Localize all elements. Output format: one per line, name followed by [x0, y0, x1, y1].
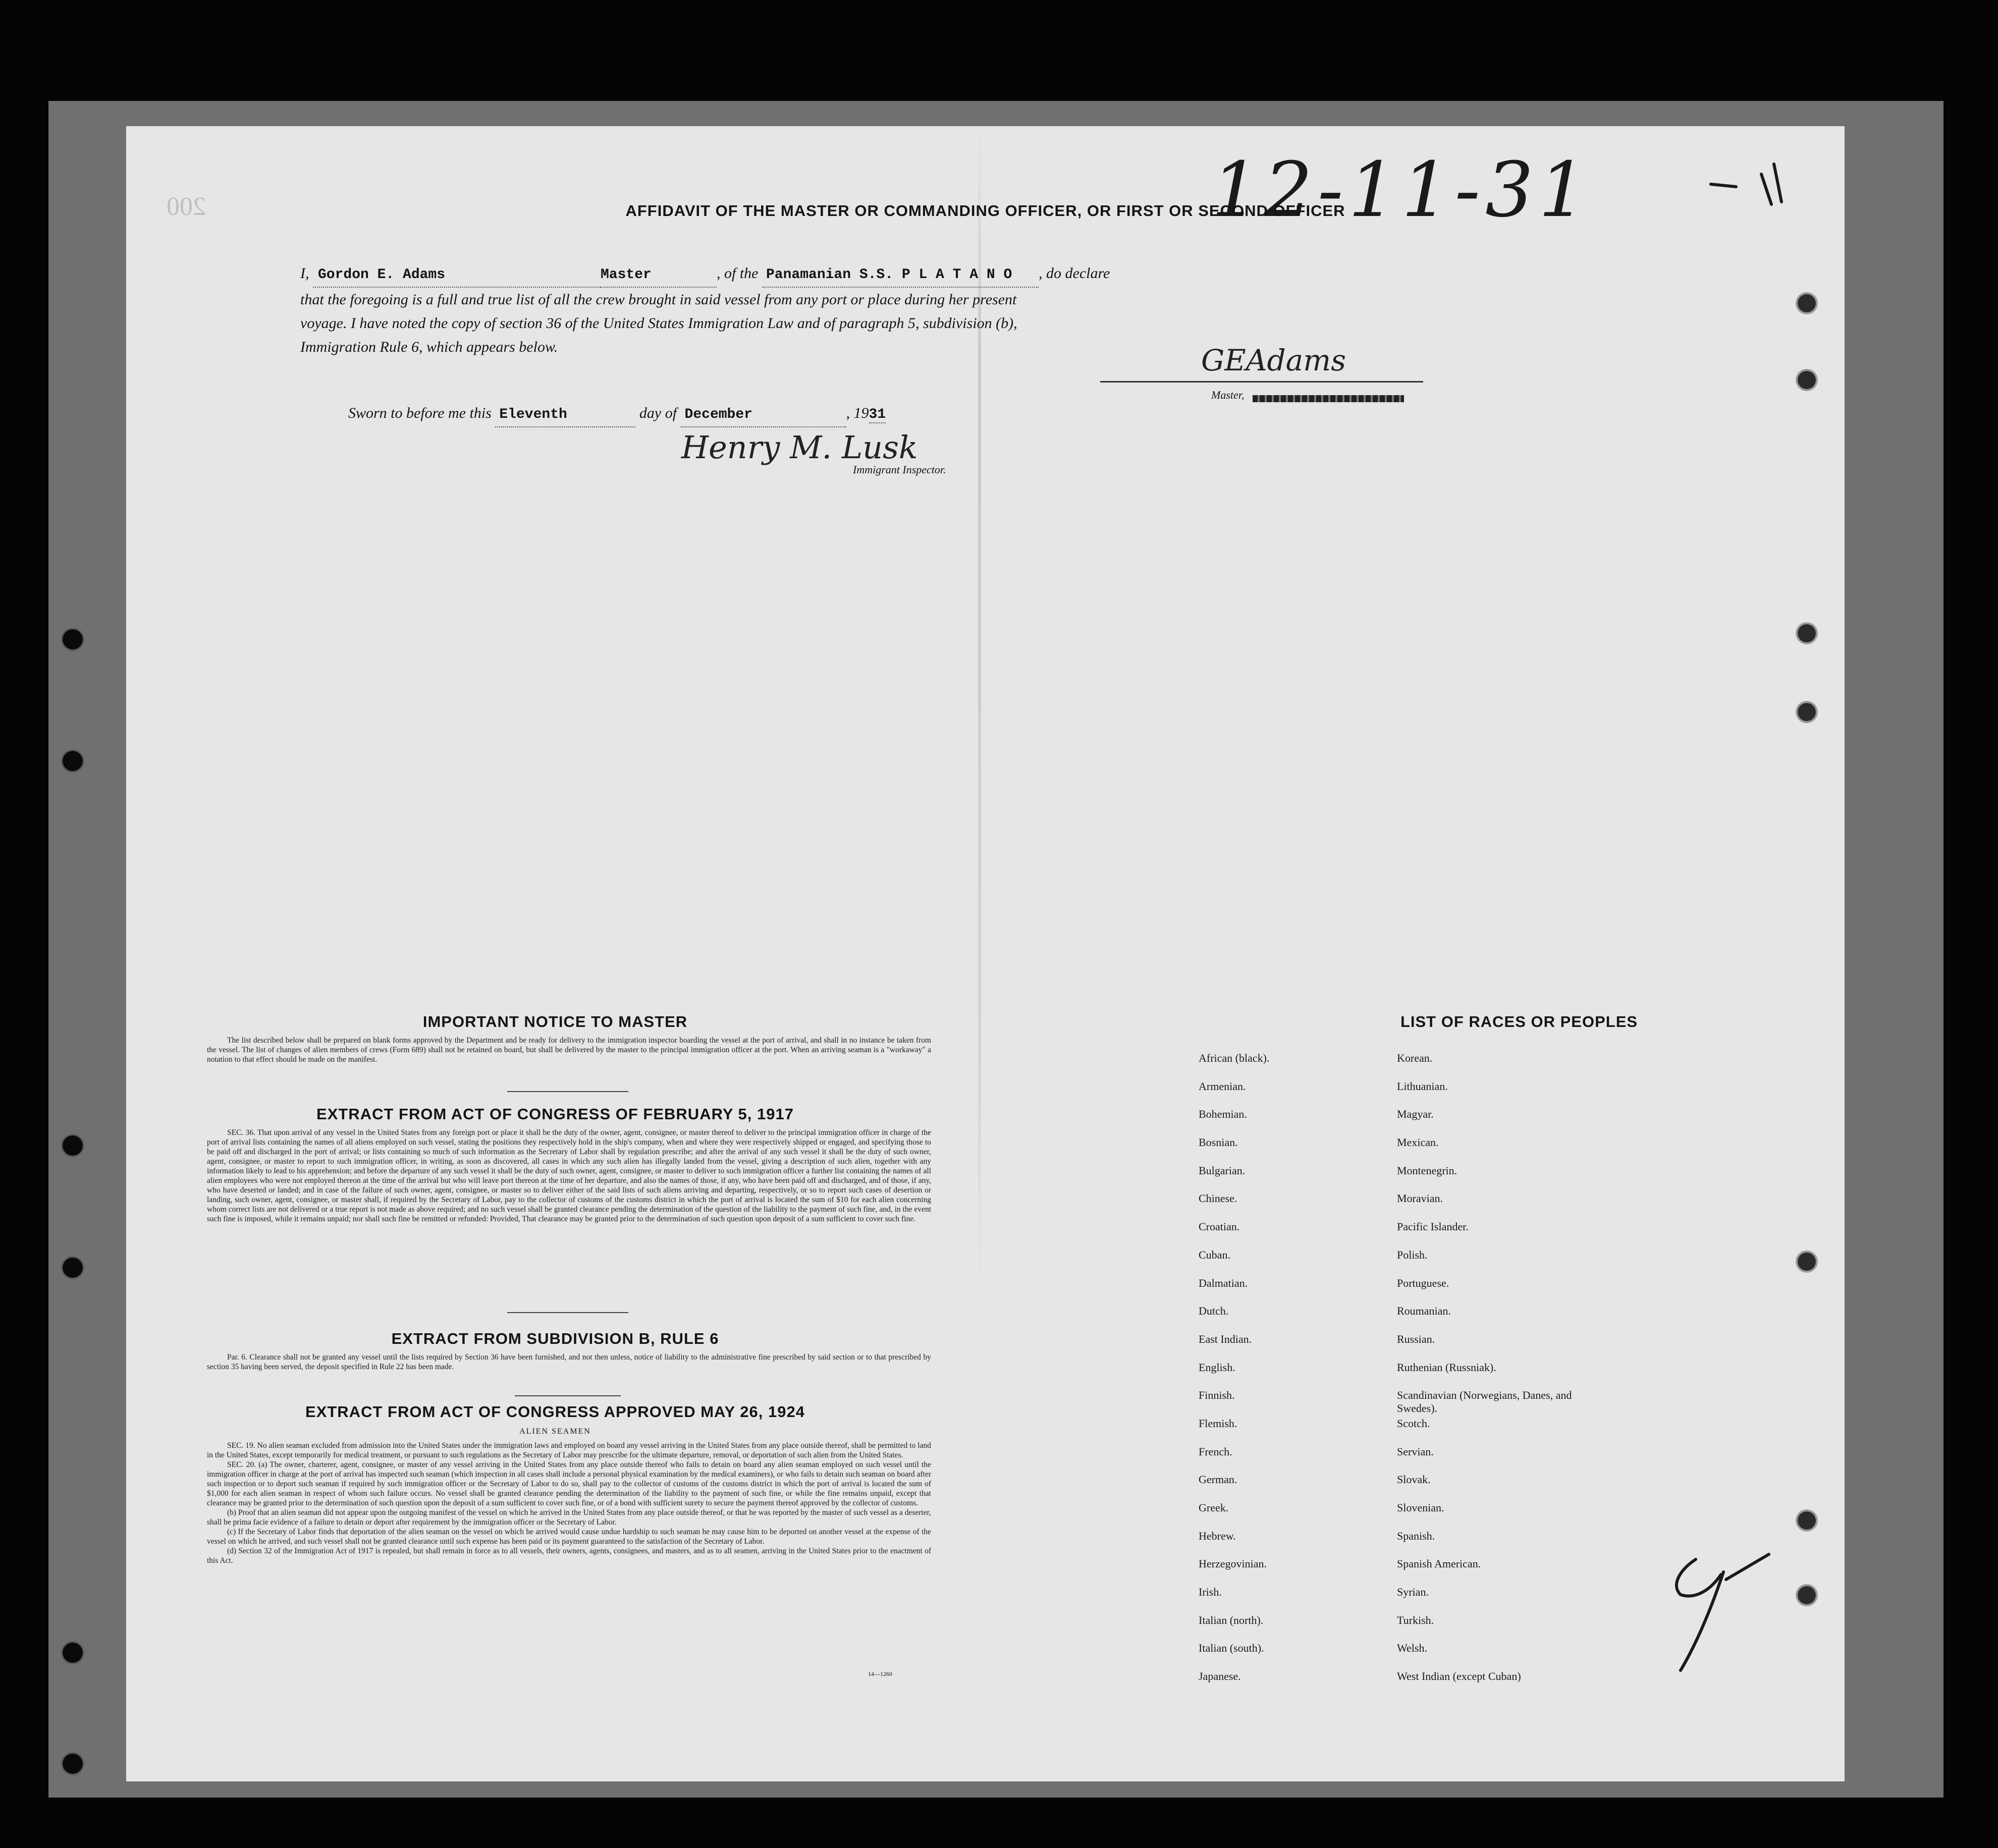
inspector-signature: Henry M. Lusk: [681, 429, 918, 466]
race-item: Servian.: [1397, 1445, 1434, 1458]
notice-text: The list described below shall be prepared on blank forms approved by the Department and be ready for delivery to the immigration inspector boarding the vessel at the port of arrival, and shall in no instance be taken from the vessel. The list of changes of alien members of crews (Form 689) shall not be retained on board, but shall be delivered by the master to the principal immigration officer at the port. When an arriving seaman is a "workaway" a notation to that effect should be made on the manifest.: [207, 1036, 931, 1064]
sec20c-text: (c) If the Secretary of Labor finds that deportation of the alien seaman on the vessel on which he arrived would cause undue hardship to such seaman he may cause him to be deported on another vessel at the expense of the vessel on which he arrived, and such vessel shall not be granted clearance until such expense has been paid or its payment guaranteed to the satisfaction of the Secretary of Labor.: [207, 1528, 931, 1546]
race-item: Slovak.: [1397, 1473, 1431, 1486]
sworn-day: Eleventh: [495, 403, 635, 427]
declaration-do-declare: , do declare: [1039, 265, 1110, 282]
struck-out-text: [1253, 395, 1404, 402]
race-item: Syrian.: [1397, 1586, 1429, 1599]
race-item: Herzegovinian.: [1199, 1557, 1267, 1570]
race-item: Cuban.: [1199, 1248, 1230, 1261]
sec20d-text: (d) Section 32 of the Immigration Act of 1917 is repealed, but shall remain in force as to all vessels, their owners, agents, consignees, and masters, and as to all seamen, arriving in the United States prior to the enactment of this Act.: [207, 1547, 931, 1565]
race-item: Welsh.: [1397, 1642, 1427, 1655]
act-1924-title: EXTRACT FROM ACT OF CONGRESS APPROVED MAY 26, 1924: [305, 1403, 805, 1421]
sworn-year: 31: [869, 407, 886, 422]
punch-hole: [1798, 624, 1816, 642]
rule6-title: EXTRACT FROM SUBDIVISION B, RULE 6: [391, 1330, 719, 1347]
race-item: Scotch.: [1397, 1417, 1430, 1430]
notice-title: IMPORTANT NOTICE TO MASTER: [422, 1013, 688, 1030]
master-signature: GEAdams: [1201, 343, 1346, 377]
race-item: Scandinavian (Norwegians, Danes, and Swedes).: [1397, 1389, 1572, 1415]
races-title: LIST OF RACES OR PEOPLES: [1400, 1013, 1638, 1030]
binder-hole: [63, 1643, 83, 1663]
day-of: day of: [639, 405, 677, 421]
races-left-column: [1199, 1052, 1390, 1698]
races-right-column: [1397, 1052, 1609, 1698]
page-number: 200: [167, 192, 206, 221]
race-item: Bohemian.: [1199, 1108, 1247, 1121]
race-item: East Indian.: [1199, 1332, 1252, 1345]
race-item: Roumanian.: [1397, 1305, 1451, 1318]
race-item: French.: [1199, 1445, 1232, 1458]
race-item: Korean.: [1397, 1052, 1433, 1064]
race-item: Japanese.: [1199, 1670, 1241, 1683]
race-item: English.: [1199, 1361, 1235, 1374]
divider: [507, 1312, 628, 1313]
race-item: Spanish American.: [1397, 1557, 1481, 1570]
race-item: Italian (south).: [1199, 1642, 1264, 1655]
punch-hole: [1798, 1586, 1816, 1604]
year-prefix: , 19: [846, 405, 869, 421]
declaration-line-4: Immigration Rule 6, which appears below.: [300, 339, 558, 355]
punch-hole: [1798, 1253, 1816, 1271]
binder-hole: [63, 629, 83, 649]
master-signature-line: [1100, 381, 1423, 383]
race-item: Moravian.: [1397, 1192, 1443, 1205]
sec20b-text: (b) Proof that an alien seaman did not appear upon the outgoing manifest of the vessel on which he arrived in the United States from any place outside thereof, or that he was reported by the master of such vessel as a deserter, shall be prima facie evidence of a failure to detain or deport after requirement by the immigration officer or the Secretary of Labor.: [207, 1508, 931, 1527]
sworn-prefix: Sworn to before me this: [348, 405, 492, 421]
race-item: Dutch.: [1199, 1305, 1229, 1318]
race-item: West Indian (except Cuban): [1397, 1670, 1521, 1683]
race-item: Flemish.: [1199, 1417, 1237, 1430]
race-item: Polish.: [1397, 1248, 1428, 1261]
punch-hole: [1798, 1511, 1816, 1530]
race-item: African (black).: [1199, 1052, 1270, 1064]
race-item: Hebrew.: [1199, 1529, 1236, 1542]
divider: [507, 1091, 628, 1092]
declaration-line-2: that the foregoing is a full and true list of all the crew brought in said vessel from any port or place during her present: [300, 291, 1017, 308]
declaration: [300, 261, 1562, 359]
race-item: Magyar.: [1397, 1108, 1434, 1121]
race-item: Italian (north).: [1199, 1613, 1264, 1626]
binder-hole: [63, 1258, 83, 1278]
pencil-mark-icon: [1660, 1544, 1776, 1686]
race-item: German.: [1199, 1473, 1237, 1486]
notice-body: [207, 1036, 931, 1064]
declaration-pronoun: I,: [300, 265, 309, 282]
handwritten-date: 12-11-31: [1211, 146, 1592, 234]
alien-seamen-subtitle: ALIEN SEAMEN: [519, 1427, 591, 1436]
vessel-name: Panamanian S.S. P L A T A N O: [762, 263, 1039, 288]
sworn-month: December: [681, 403, 846, 427]
affidavit-title: AFFIDAVIT OF THE MASTER OR COMMANDING OFFICER, OR FIRST OR SECOND OFFICER: [625, 202, 1345, 220]
master-caption: Master,: [1211, 389, 1245, 401]
race-item: Finnish.: [1199, 1389, 1235, 1402]
race-item: Russian.: [1397, 1332, 1435, 1345]
race-item: Turkish.: [1397, 1613, 1434, 1626]
master-rank: Master: [601, 263, 717, 288]
race-item: Bulgarian.: [1199, 1164, 1246, 1177]
divider: [515, 1395, 621, 1396]
race-item: Pacific Islander.: [1397, 1220, 1469, 1233]
race-item: Greek.: [1199, 1501, 1229, 1514]
binder-hole: [63, 1754, 83, 1774]
act-1917-body: [207, 1128, 931, 1224]
binder-hole: [63, 751, 83, 771]
punch-hole: [1798, 371, 1816, 389]
race-item: Montenegrin.: [1397, 1164, 1457, 1177]
inspector-caption: Immigrant Inspector.: [853, 463, 946, 476]
race-item: Armenian.: [1199, 1079, 1246, 1093]
punch-hole: [1798, 294, 1816, 312]
race-item: Lithuanian.: [1397, 1079, 1448, 1093]
rule6-text: Par. 6. Clearance shall not be granted any vessel until the lists required by Section 36 have been furnished, and not then unless, notice of liability to the administrative fine prescribed by said section or to that prescribed by section 35 having been served, the deposit specified in Rule 22 has been made.: [207, 1353, 931, 1371]
sec20a-text: SEC. 20. (a) The owner, charterer, agent, consignee, or master of any vessel arriving in the United States from any place outside thereof who fails to detain on board any alien seaman employed on such vessel until the immigration officer in charge at the port of arrival has inspected such seaman (which inspection in all cases shall include a personal physical examination by the medical examiners), or who fails to detain such seaman on board after such inspection or to deport such seaman if required by such immigration officer or the Secretary of Labor to do so, shall pay to the collector of customs of the customs district in which the port of arrival is located the sum of $1,000 for each alien seaman in respect of whom such failure occurs. No vessel shall be granted clearance pending the determination of the liability to the payment of such fine, or while the fine remains unpaid, except that clearance may be granted prior to the determination of such question upon the deposit of a sum sufficient to cover such fine, or of a bond with sufficient surety to secure the payment thereof approved by the collector of customs.: [207, 1460, 931, 1507]
form-number: 14—1260: [868, 1670, 892, 1677]
sec19-text: SEC. 19. No alien seaman excluded from admission into the United States under the immigration laws and employed on board any vessel arriving in the United States from any place outside thereof, shall be permitted to land in the United States, except temporarily for medical treatment, or pursuant to such regulations as the Secretary of Labor may prescribe for the ultimate departure, removal, or deportation of such alien from the United States.: [207, 1441, 931, 1459]
master-name: Gordon E. Adams: [313, 263, 601, 288]
race-item: Irish.: [1199, 1586, 1222, 1599]
race-item: Slovenian.: [1397, 1501, 1444, 1514]
declaration-of-the: , of the: [717, 265, 759, 282]
race-item: Bosnian.: [1199, 1136, 1238, 1149]
punch-hole: [1798, 703, 1816, 721]
rule6-body: [207, 1352, 931, 1372]
race-item: Ruthenian (Russniak).: [1397, 1361, 1496, 1374]
race-item: Mexican.: [1397, 1136, 1439, 1149]
manifest-page: [126, 126, 1845, 1781]
race-item: Dalmatian.: [1199, 1276, 1248, 1289]
act-1917-title: EXTRACT FROM ACT OF CONGRESS OF FEBRUARY 5, 1917: [316, 1105, 794, 1123]
declaration-line-1: [300, 261, 1562, 288]
declaration-line-3: voyage. I have noted the copy of section 36 of the United States Immigration Law and of paragraph 5, subdivision (b),: [300, 315, 1017, 332]
act-1924-body: [207, 1441, 931, 1565]
act-1917-text: SEC. 36. That upon arrival of any vessel in the United States from any foreign port or place it shall be the duty of the owner, agent, consignee, or master thereof to deliver to the principal immigration officer in charge of the port of arrival lists containing the names of all aliens employed on such vessel, stating the positions they respectively hold in the ship's company, when and where they were respectively shipped or engaged, and specifying those to be paid off and discharged in the port of arrival; or lists containing so much of such information as the Secretary of Labor shall by regulation prescribe; and after the arrival of any such vessel it shall be the duty of such owner, agent, consignee, or master to report to such immigration officer, in writing, as soon as discovered, all cases in which any such alien has illegally landed from the vessel, giving a description of such alien, together with any information likely to lead to his apprehension; and before the departure of any such vessel it shall be the duty of such owner, agent, consignee, or master to deliver to such immigration officer a further list containing the names of all alien employees who were not employed thereon at the time of the arrival but who will leave port thereon at the time of her departure, and also the names of those, if any, who have been paid off and discharged, and of those, if any, who have deserted or landed; and in case of the failure of such owner, agent, consignee, or master so to deliver either of the said lists of such aliens arriving and departing, respectively, or so to report such cases of desertion or landing, such owner, agent, consignee, or master shall, if required by the Secretary of Labor, pay to the collector of customs of the customs district in which the port of arrival is located the sum of $10 for each alien concerning whom correct lists are not delivered or a true report is not made as above required; and no such vessel shall be granted clearance pending the determination of the question of the liability to the payment of such fine, and, in the event such fine is imposed, while it remains unpaid; nor shall such fine be remitted or refunded: Provided, That clearance may be granted prior to the determination of such question upon deposit of a sum sufficient to cover such fine.: [207, 1128, 931, 1223]
binder-hole: [63, 1135, 83, 1156]
sworn-statement: [348, 401, 886, 427]
race-item: Portuguese.: [1397, 1276, 1449, 1289]
race-item: Croatian.: [1199, 1220, 1240, 1233]
race-item: Chinese.: [1199, 1192, 1237, 1205]
race-item: Spanish.: [1397, 1529, 1435, 1542]
